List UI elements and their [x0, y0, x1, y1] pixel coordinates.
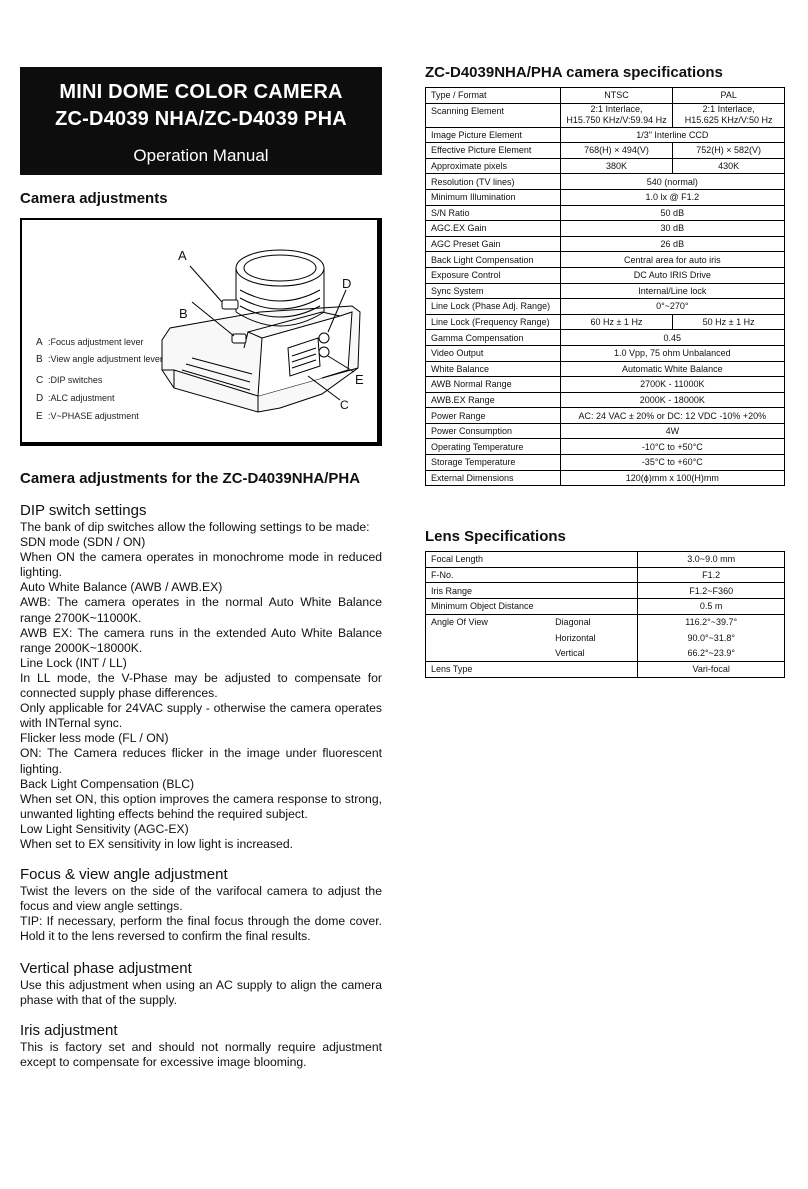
cell-ntsc: 768(H) × 494(V) — [560, 143, 673, 159]
paragraph: SDN mode (SDN / ON) — [20, 535, 146, 550]
focus-heading: Focus & view angle adjustment — [20, 866, 228, 883]
table-row — [426, 455, 785, 471]
table-row — [426, 127, 785, 143]
paragraph: Use this adjustment when using an AC supply to align the camera phase with that of the supply. — [20, 978, 382, 1008]
paragraph: AWB: The camera operates in the normal Auto White Balance range 2700K~11000K. — [20, 595, 382, 625]
lens-table — [425, 551, 785, 678]
row-label: S/N Ratio — [426, 205, 561, 221]
focus-section — [20, 866, 382, 944]
table-row — [426, 583, 785, 599]
paragraph: AWB EX: The camera runs in the extended Auto White Balance range 2000K~18000K. — [20, 625, 382, 655]
manual-subtitle: Operation Manual — [133, 146, 269, 165]
row-label: Iris Range — [426, 583, 638, 599]
table-row — [426, 661, 785, 677]
cell-line: H15.625 KHz/V:50 Hz — [684, 115, 773, 126]
cell-ntsc: 60 Hz ± 1 Hz — [560, 314, 673, 330]
legend-item-d — [36, 393, 163, 404]
row-label: Minimum Object Distance — [426, 599, 638, 615]
table-row — [426, 88, 785, 104]
paragraph: Low Light Sensitivity (AGC-EX) — [20, 821, 189, 836]
row-value: DC Auto IRIS Drive — [560, 267, 784, 283]
row-label: Scanning Element — [426, 103, 561, 127]
title-block — [20, 67, 382, 175]
paragraph: TIP: If necessary, perform the final focus through the dome cover. Hold it to the lens reversed to confirm the final results. — [20, 914, 382, 944]
lens-heading: Lens Specifications — [425, 528, 566, 545]
table-row — [426, 567, 785, 583]
row-label: White Balance — [426, 361, 561, 377]
table-row — [426, 283, 785, 299]
legend-text: :ALC adjustment — [48, 393, 115, 403]
cell-pal: 430K — [673, 158, 785, 174]
row-value: 50 dB — [560, 205, 784, 221]
paragraph: When ON the camera operates in monochrome mode in reduced lighting. — [20, 550, 382, 580]
cell-pal: 752(H) × 582(V) — [673, 143, 785, 159]
row-value: 1/3" Interline CCD — [560, 127, 784, 143]
focus-body — [20, 884, 382, 944]
legend-letter: C — [36, 375, 44, 386]
cell-pal — [673, 103, 785, 127]
cell-ntsc — [560, 103, 673, 127]
table-row — [426, 252, 785, 268]
paragraph: Line Lock (INT / LL) — [20, 655, 127, 670]
callout-c: C — [340, 398, 349, 412]
cell-ntsc: 380K — [560, 158, 673, 174]
table-row — [426, 614, 785, 630]
table-row — [426, 205, 785, 221]
legend-letter: D — [36, 393, 44, 404]
spec-table — [425, 87, 785, 486]
iris-heading: Iris adjustment — [20, 1022, 118, 1039]
legend-text: :V~PHASE adjustment — [48, 411, 139, 421]
table-row — [426, 345, 785, 361]
legend-text: :DIP switches — [48, 375, 103, 385]
row-value: 0.5 m — [638, 599, 785, 615]
row-label: Gamma Compensation — [426, 330, 561, 346]
callout-d: D — [342, 276, 352, 291]
angle-sub-label: Horizontal — [555, 632, 596, 643]
angle-sub-label: Diagonal — [550, 614, 638, 630]
paragraph: Back Light Compensation (BLC) — [20, 776, 195, 791]
vphase-section — [20, 960, 382, 1008]
legend-letter: B — [36, 354, 43, 365]
row-value: 66.2°~23.9° — [638, 646, 785, 662]
paragraph: Only applicable for 24VAC supply - otherwise the camera operates with INTernal sync. — [20, 701, 382, 731]
spec-heading: ZC-D4039NHA/PHA camera specifications — [425, 64, 723, 81]
table-row — [426, 189, 785, 205]
row-label: Focal Length — [426, 552, 638, 568]
table-row — [426, 330, 785, 346]
row-label: Image Picture Element — [426, 127, 561, 143]
row-value: Central area for auto iris — [560, 252, 784, 268]
vphase-body — [20, 978, 382, 1008]
legend-text: :Focus adjustment lever — [48, 337, 144, 347]
row-label: Power Range — [426, 408, 561, 424]
paragraph: When set ON, this option improves the camera response to strong, unwanted lighting effects behind the required subject. — [20, 791, 382, 821]
vphase-heading: Vertical phase adjustment — [20, 960, 192, 977]
row-value: 26 dB — [560, 236, 784, 252]
table-row — [426, 392, 785, 408]
camera-illustration — [22, 220, 378, 442]
table-row — [426, 470, 785, 486]
table-row — [426, 158, 785, 174]
table-row — [426, 423, 785, 439]
cell-pal: 50 Hz ± 1 Hz — [673, 314, 785, 330]
row-value: 1.0 Vpp, 75 ohm Unbalanced — [560, 345, 784, 361]
legend-text: :View angle adjustment lever — [48, 354, 163, 364]
iris-body — [20, 1040, 382, 1070]
row-value: F1.2 — [638, 567, 785, 583]
row-value: -10°C to +50°C — [560, 439, 784, 455]
callout-e: E — [355, 372, 364, 387]
iris-section — [20, 1022, 382, 1070]
table-row — [426, 361, 785, 377]
table-row — [426, 314, 785, 330]
table-row — [426, 408, 785, 424]
legend-item-e — [36, 411, 163, 422]
row-value: 90.0°~31.8° — [638, 630, 785, 646]
row-label: AGC.EX Gain — [426, 221, 561, 237]
callout-a: A — [178, 248, 187, 263]
row-label: Line Lock (Frequency Range) — [426, 314, 561, 330]
row-value: 0°~270° — [560, 299, 784, 315]
paragraph: When set to EX sensitivity in low light is increased. — [20, 836, 293, 851]
row-value: 2700K - 11000K — [560, 377, 784, 393]
table-row — [426, 299, 785, 315]
dip-heading: DIP switch settings — [20, 502, 147, 519]
dip-body — [20, 520, 382, 852]
row-label: Operating Temperature — [426, 439, 561, 455]
row-value: Vari-focal — [638, 661, 785, 677]
row-label: Back Light Compensation — [426, 252, 561, 268]
paragraph: Auto White Balance (AWB / AWB.EX) — [20, 580, 223, 595]
table-row — [426, 221, 785, 237]
row-label: Power Consumption — [426, 423, 561, 439]
row-label: Resolution (TV lines) — [426, 174, 561, 190]
header-ntsc: NTSC — [560, 88, 673, 104]
table-row — [426, 236, 785, 252]
row-value: AC: 24 VAC ± 20% or DC: 12 VDC -10% +20% — [560, 408, 784, 424]
row-label: F-No. — [426, 567, 638, 583]
row-value: 540 (normal) — [560, 174, 784, 190]
angle-sub-label: Vertical — [550, 646, 638, 662]
cell-line: H15.750 KHz/V:59.94 Hz — [566, 115, 667, 126]
row-label: Line Lock (Phase Adj. Range) — [426, 299, 561, 315]
row-value: 120(ϕ)mm x 100(H)mm — [560, 470, 784, 486]
row-value: 4W — [560, 423, 784, 439]
legend-item-a — [36, 337, 163, 348]
table-row — [426, 552, 785, 568]
adjustments-model-heading: Camera adjustments for the ZC-D4039NHA/PHA — [20, 470, 361, 487]
row-value: 0.45 — [560, 330, 784, 346]
paragraph: Flicker less mode (FL / ON) — [20, 731, 169, 746]
row-label: AWB.EX Range — [426, 392, 561, 408]
row-value: F1.2~F360 — [638, 583, 785, 599]
cell-line: 2:1 Interlace, — [702, 104, 755, 115]
document-title: MINI DOME COLOR CAMERA — [59, 81, 343, 103]
paragraph: The bank of dip switches allow the following settings to be made: — [20, 520, 370, 534]
table-row — [426, 143, 785, 159]
row-label: Video Output — [426, 345, 561, 361]
table-row — [426, 174, 785, 190]
row-value: Internal/Line lock — [560, 283, 784, 299]
legend-letter: E — [36, 411, 43, 422]
row-label: Effective Picture Element — [426, 143, 561, 159]
paragraph: Twist the levers on the side of the varifocal camera to adjust the focus and view angle settings. — [20, 884, 382, 914]
row-label: AWB Normal Range — [426, 377, 561, 393]
row-value: Automatic White Balance — [560, 361, 784, 377]
table-row — [426, 267, 785, 283]
row-label: Lens Type — [426, 661, 638, 677]
row-label: External Dimensions — [426, 470, 561, 486]
row-label: AGC Preset Gain — [426, 236, 561, 252]
legend-letter: A — [36, 337, 43, 348]
row-label: Storage Temperature — [426, 455, 561, 471]
callout-b: B — [179, 306, 188, 321]
legend-item-b — [36, 354, 163, 365]
row-label: Minimum Illumination — [426, 189, 561, 205]
table-row — [426, 439, 785, 455]
header-pal: PAL — [673, 88, 785, 104]
row-value: 2000K - 18000K — [560, 392, 784, 408]
row-value: 30 dB — [560, 221, 784, 237]
table-row — [426, 599, 785, 615]
paragraph: ON: The Camera reduces flicker in the image under fluorescent lighting. — [20, 746, 382, 776]
table-row — [426, 377, 785, 393]
row-value: 1.0 lx @ F1.2 — [560, 189, 784, 205]
row-label: Sync System — [426, 283, 561, 299]
row-value: 3.0~9.0 mm — [638, 552, 785, 568]
paragraph: In LL mode, the V-Phase may be adjusted to compensate for connected supply phase differences. — [20, 670, 382, 701]
paragraph: This is factory set and should not normally require adjustment except to compensate for excessive image blooming. — [20, 1040, 382, 1070]
camera-figure — [20, 218, 382, 446]
table-row — [426, 103, 785, 127]
row-value: 116.2°~39.7° — [638, 614, 785, 630]
camera-adjustments-heading: Camera adjustments — [20, 190, 168, 207]
model-title: ZC-D4039 NHA/ZC-D4039 PHA — [55, 108, 347, 130]
dip-section — [20, 502, 382, 852]
row-label: Exposure Control — [426, 267, 561, 283]
row-value: -35°C to +60°C — [560, 455, 784, 471]
row-label: Angle Of View — [426, 614, 551, 661]
row-label: Approximate pixels — [426, 158, 561, 174]
cell-line: 2:1 Interlace, — [590, 104, 643, 115]
header-label: Type / Format — [426, 88, 561, 104]
legend-item-c — [36, 375, 163, 386]
